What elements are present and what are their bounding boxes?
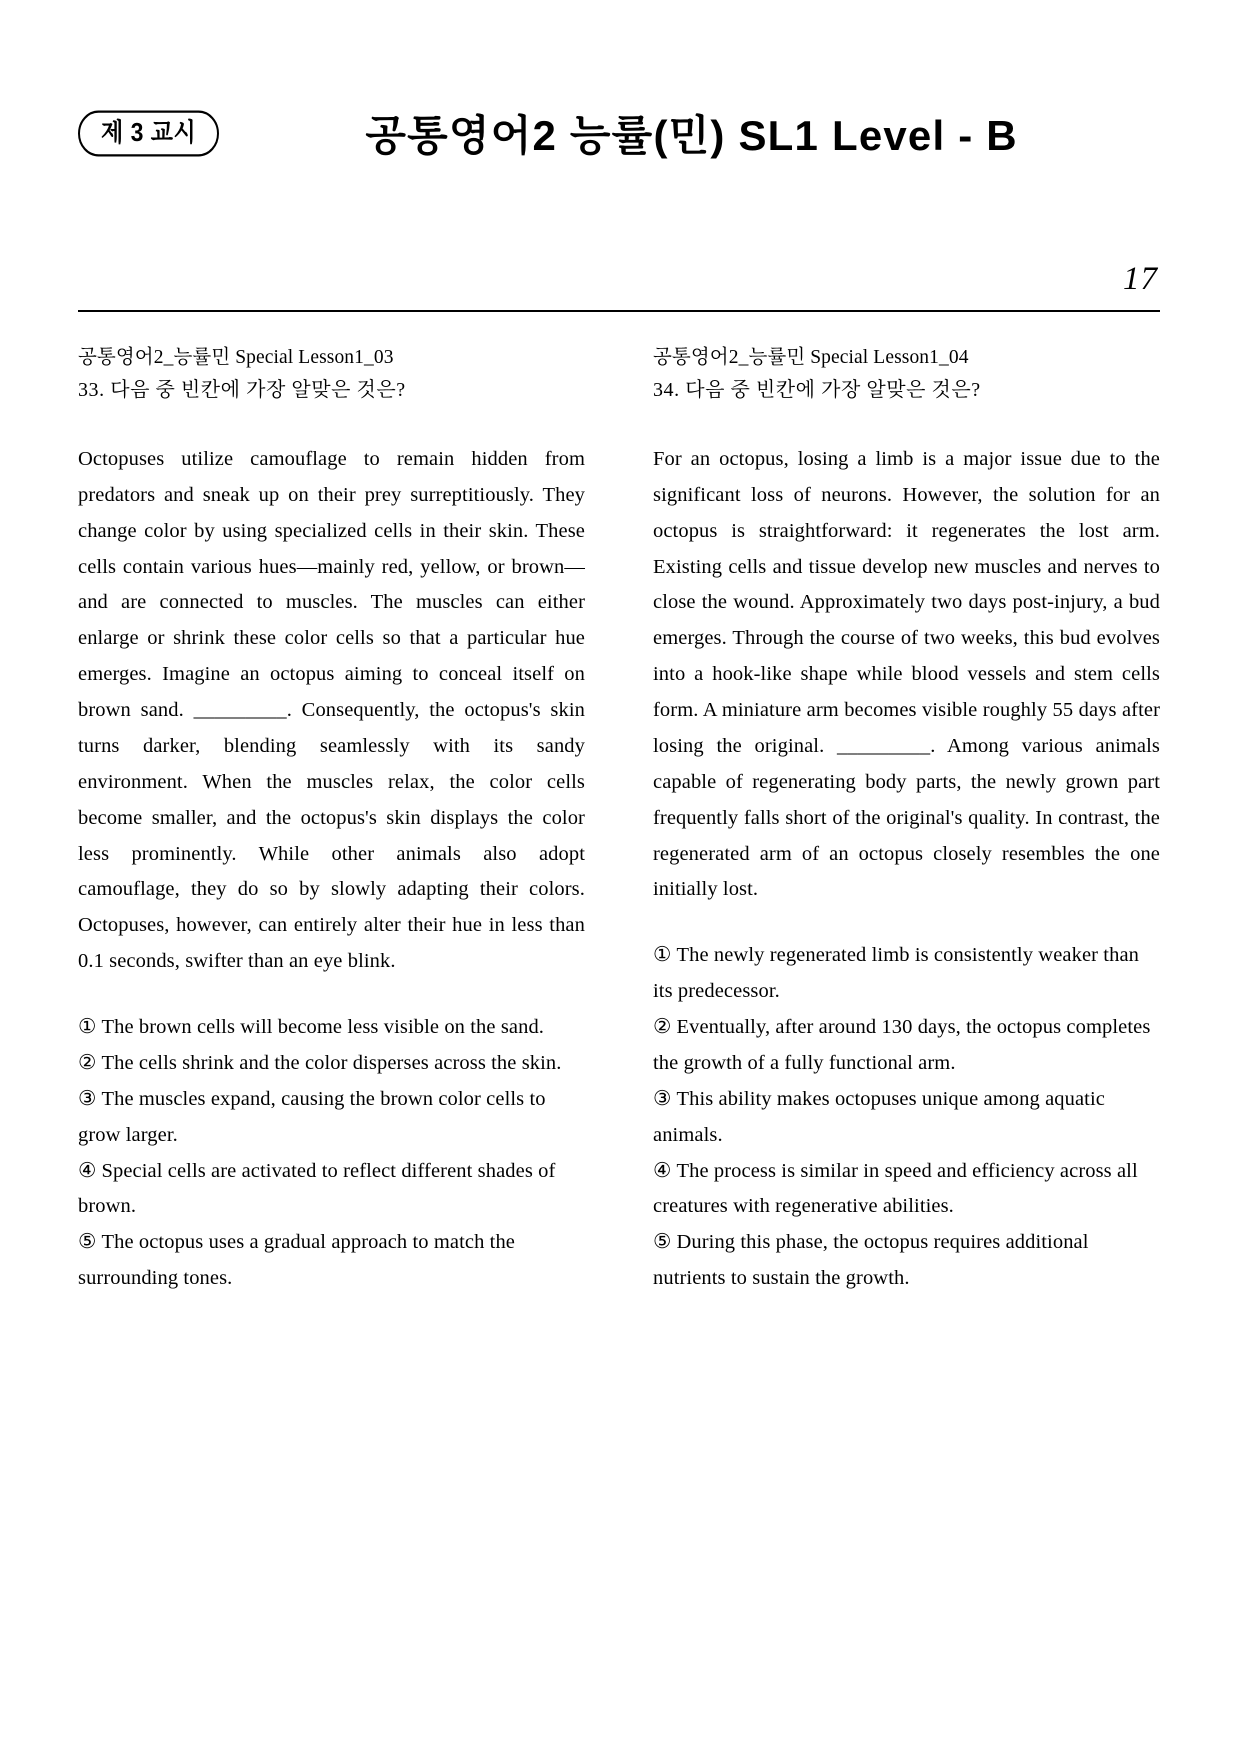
choice-option[interactable] <box>78 1154 585 1226</box>
choice-text: The muscles expand, causing the brown color cells to grow larger. <box>78 1087 546 1146</box>
choice-text: Eventually, after around 130 days, the octopus completes the growth of a fully functional arm. <box>653 1016 1151 1074</box>
choice-text: Special cells are activated to reflect different shades of brown. <box>78 1159 556 1218</box>
choice-option[interactable] <box>653 1225 1160 1297</box>
two-column-body <box>78 342 1160 1297</box>
reading-passage-left: Octopuses utilize camouflage to remain hidden from predators and sneak up on their prey surreptitiously. They change color by using specialized cells in their skin. These cells contain various hues—mainly red, yellow, or brown—and are connected to muscles. The muscles can either enlarge or shrink these color cells so that a particular hue emerges. Imagine an octopus aiming to conceal itself on brown sand. _________. Consequently, the octopus's skin turns darker, blending seamlessly with its sandy environment. When the muscles relax, the color cells become smaller, and the octopus's skin displays the color less prominently. While other animals also adopt camouflage, they do so by slowly adapting their colors. Octopuses, however, can entirely alter their hue in less than 0.1 seconds, swifter than an eye blink. <box>78 447 585 973</box>
choice-marker: ② <box>78 1051 97 1074</box>
choice-text: The cells shrink and the color disperses across the skin. <box>101 1051 562 1074</box>
choice-option[interactable] <box>653 1082 1160 1154</box>
choice-list-left <box>78 1010 585 1297</box>
choice-option[interactable] <box>653 1154 1160 1226</box>
period-badge: 제 3 교시 <box>78 110 219 156</box>
choice-marker: ③ <box>653 1087 672 1110</box>
choice-marker: ① <box>78 1016 97 1039</box>
choice-marker: ⑤ <box>78 1231 97 1254</box>
question-column-left <box>78 342 585 1297</box>
choice-text: The process is similar in speed and efficiency across all creatures with regenerative abilities. <box>653 1159 1138 1218</box>
page-number: 17 <box>1123 261 1158 297</box>
choice-marker: ④ <box>653 1159 672 1182</box>
choice-marker: ④ <box>78 1159 97 1182</box>
header-row <box>78 103 1160 163</box>
choice-marker: ③ <box>78 1087 97 1110</box>
choice-option[interactable] <box>78 1225 585 1297</box>
choice-text: This ability makes octopuses unique among aquatic animals. <box>653 1087 1105 1146</box>
question-prompt-left: 33. 다음 중 빈칸에 가장 알맞은 것은? <box>78 378 406 401</box>
choice-text: During this phase, the octopus requires additional nutrients to sustain the growth. <box>653 1231 1089 1290</box>
choice-option[interactable] <box>78 1010 585 1046</box>
page-title: 공통영어2 능률(민) SL1 Level - B <box>365 112 1018 159</box>
choice-list-right <box>653 938 1160 1297</box>
page-header <box>78 0 1160 253</box>
choice-text: The octopus uses a gradual approach to match the surrounding tones. <box>78 1231 516 1290</box>
choice-marker: ① <box>653 944 672 967</box>
question-source-right: 공통영어2_능률민 Special Lesson1_04 <box>653 347 969 368</box>
choice-marker: ⑤ <box>653 1231 672 1254</box>
reading-passage-right: For an octopus, losing a limb is a major issue due to the significant loss of neurons. However, the solution for an octopus is straightforward: it regenerates the lost arm. Existing cells and tissue develop new muscles and nerves to close the wound. Approximately two days post-injury, a bud emerges. Through the course of two weeks, this bud evolves into a hook-like shape while blood vessels and stem cells form. A miniature arm becomes visible roughly 55 days after losing the original. _________. Among various animals capable of regenerating body parts, the newly grown part frequently falls short of the original's quality. In contrast, the regenerated arm of an octopus closely resembles the one initially lost. <box>653 447 1160 901</box>
choice-text: The brown cells will become less visible on the sand. <box>101 1016 545 1039</box>
choice-option[interactable] <box>78 1046 585 1082</box>
choice-option[interactable] <box>653 938 1160 1010</box>
question-source-left: 공통영어2_능률민 Special Lesson1_03 <box>78 347 394 368</box>
choice-option[interactable] <box>78 1082 585 1154</box>
question-prompt-right: 34. 다음 중 빈칸에 가장 알맞은 것은? <box>653 378 981 401</box>
header-divider <box>78 310 1160 312</box>
question-column-right <box>653 342 1160 1297</box>
choice-marker: ② <box>653 1016 672 1039</box>
choice-option[interactable] <box>653 1010 1160 1082</box>
choice-text: The newly regenerated limb is consistently weaker than its predecessor. <box>653 944 1139 1003</box>
